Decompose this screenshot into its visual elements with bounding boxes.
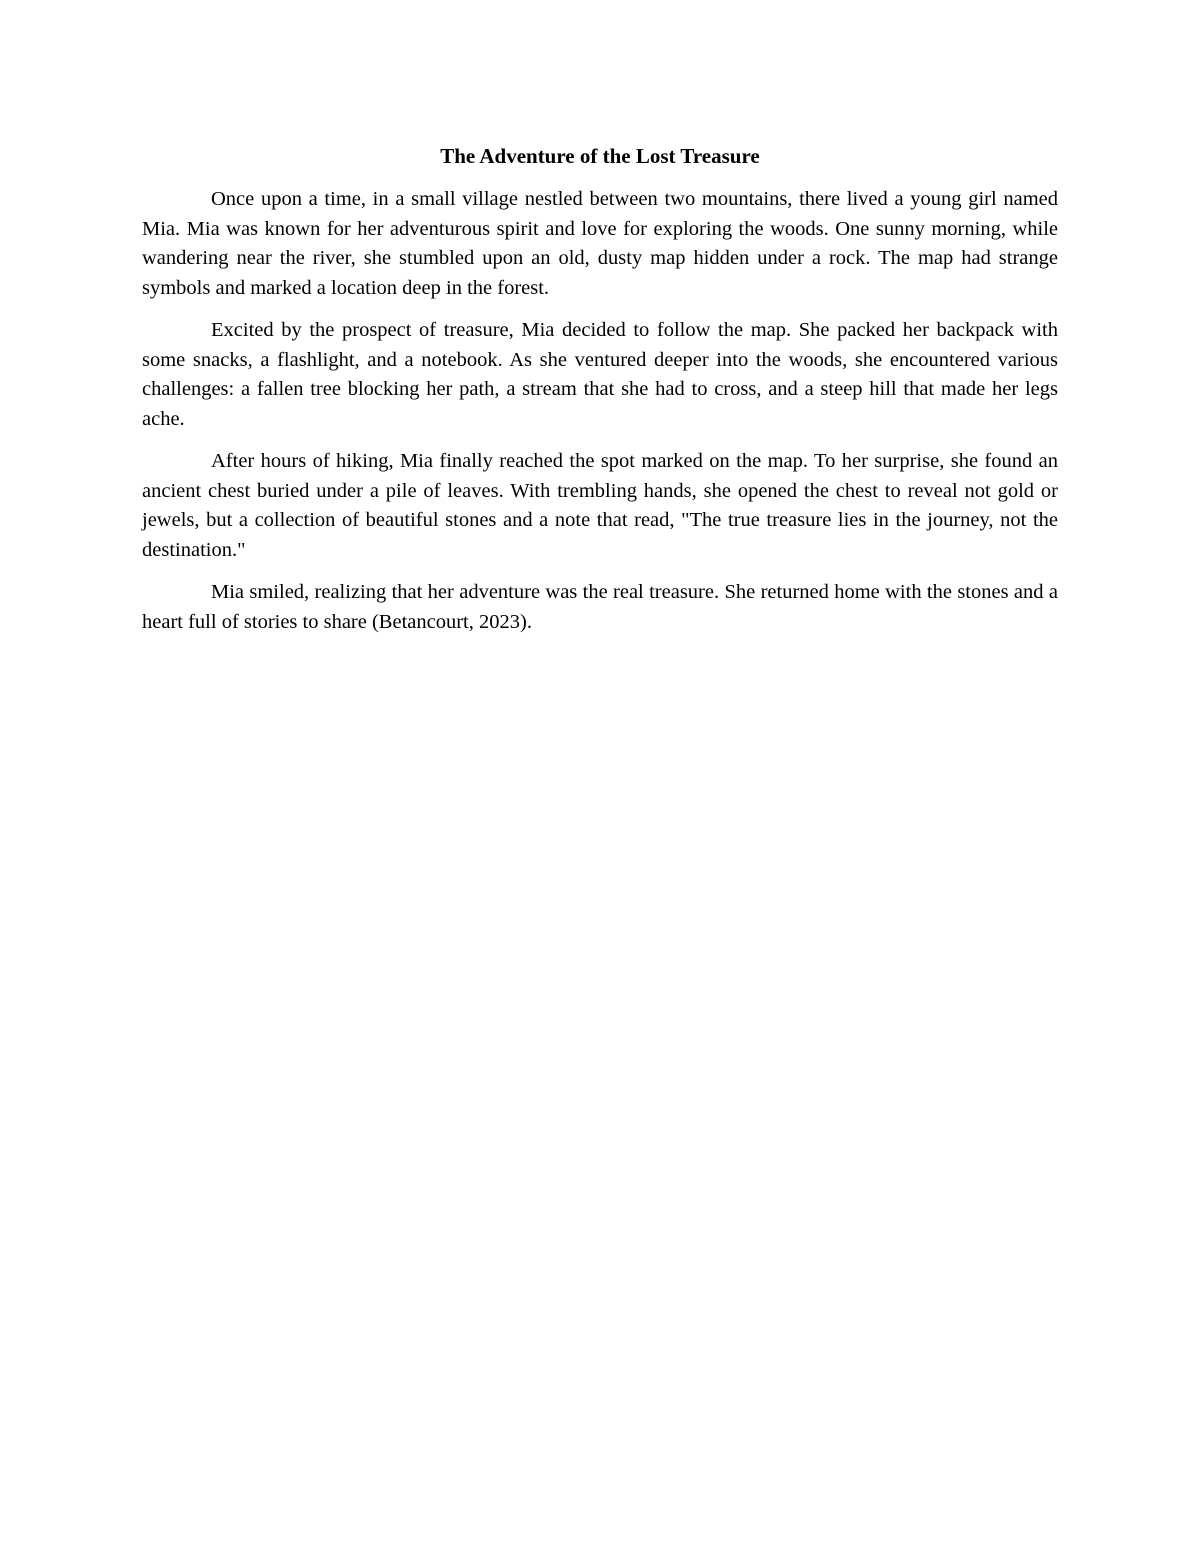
paragraph-2: Excited by the prospect of treasure, Mia decided to follow the map. She packed her backpack with some snacks, a flashlight, and a notebook. As she ventured deeper into the woods, she encountered various challenges: a fallen tree blocking her path, a stream that she had to cross, and a steep hill that made her legs ache. bbox=[142, 319, 1058, 430]
paragraph-3: After hours of hiking, Mia finally reached the spot marked on the map. To her surprise, she found an ancient chest buried under a pile of leaves. With trembling hands, she opened the chest to reveal not gold or jewels, but a collection of beautiful stones and a note that read, "The true treasure lies in the journey, not the destination." bbox=[142, 450, 1058, 561]
document-title: The Adventure of the Lost Treasure bbox=[440, 144, 760, 168]
paragraph-4: Mia smiled, realizing that her adventure was the real treasure. She returned home with the stones and a heart full of stories to share (Betancourt, 2023). bbox=[142, 581, 1058, 633]
document-body bbox=[142, 141, 1058, 650]
paragraph-1: Once upon a time, in a small village nestled between two mountains, there lived a young girl named Mia. Mia was known for her adventurous spirit and love for exploring the woods. One sunny morning, while wandering near the river, she stumbled upon an old, dusty map hidden under a rock. The map had strange symbols and marked a location deep in the forest. bbox=[142, 188, 1058, 299]
